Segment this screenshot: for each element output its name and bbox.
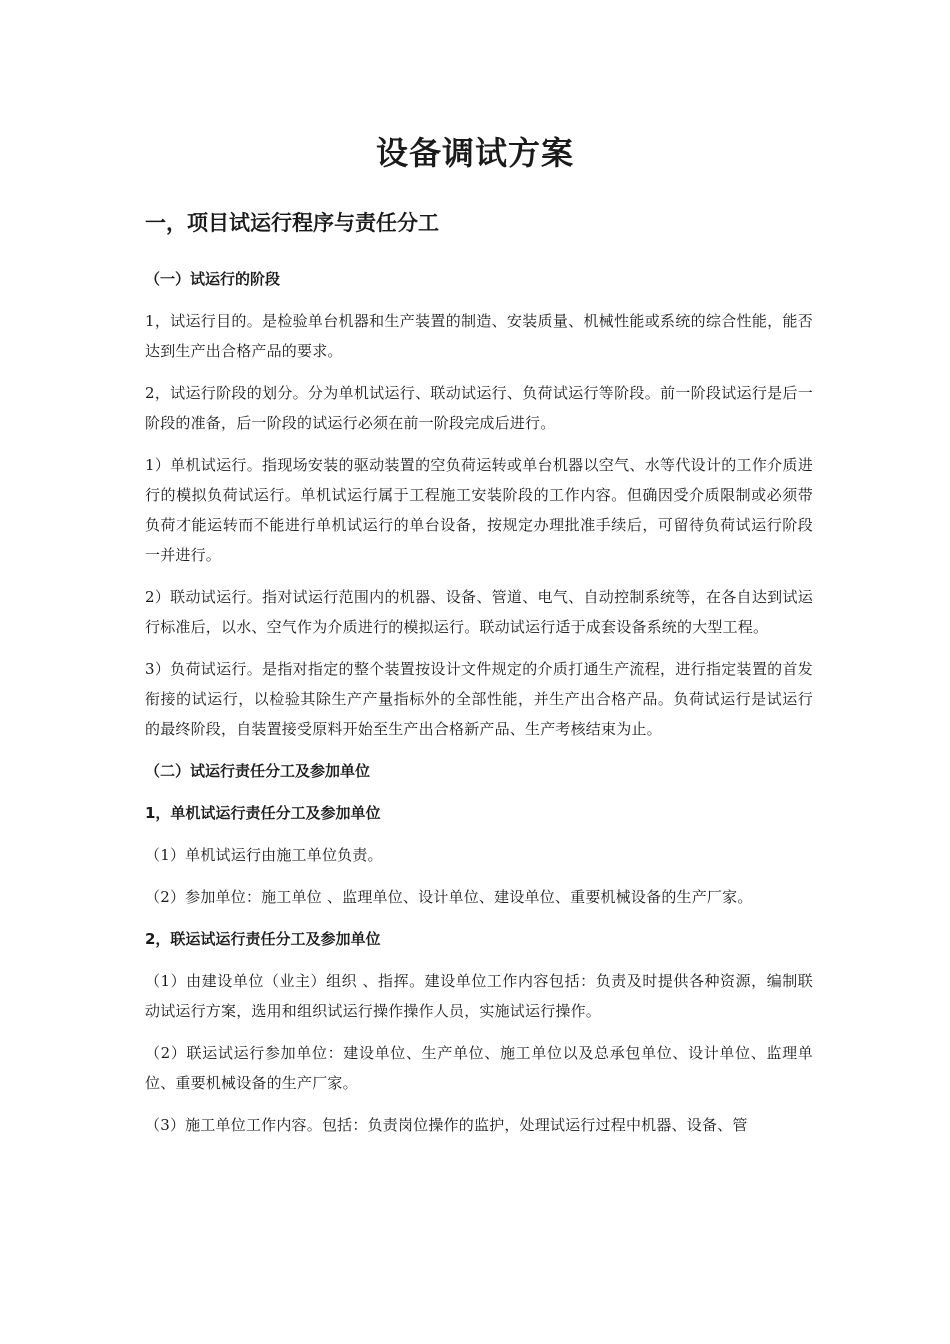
paragraph-linked-organizer: （1）由建设单位（业主）组织 、指挥。建设单位工作内容包括：负责及时提供各种资源，编制联动试运行方案，选用和组织试运行操作操作人员，实施试运行操作。: [145, 972, 813, 1020]
paragraph-single-participants: （2）参加单位：施工单位 、监理单位、设计单位、建设单位、重要机械设备的生产厂家。: [145, 888, 753, 906]
paragraph-construction-duties: （3）施工单位工作内容。包括：负责岗位操作的监护，处理试运行过程中机器、设备、管: [145, 1116, 748, 1134]
heading-single-machine-responsibility: 1，单机试运行责任分工及参加单位: [145, 804, 381, 822]
document-title: 设备调试方案: [375, 134, 574, 172]
section-heading-1: 一，项目试运行程序与责任分工: [145, 211, 439, 235]
paragraph-linked-participants: （2）联运试运行参加单位：建设单位、生产单位、施工单位以及总承包单位、设计单位、监理单位、重要机械设备的生产厂家。: [145, 1044, 813, 1092]
subsection-heading-stages: （一）试运行的阶段: [145, 270, 281, 288]
paragraph-load-run: 3）负荷试运行。是指对指定的整个装置按设计文件规定的介质打通生产流程，进行指定装置的首发衔接的试运行，以检验其除生产产量指标外的全部性能，并生产出合格产品。负荷试运行是试运行的最终阶段，自装置接受原料开始至生产出合格新产品、生产考核结束为止。: [145, 660, 813, 738]
paragraph-linked-run: 2）联动试运行。指对试运行范围内的机器、设备、管道、电气、自动控制系统等，在各自达到试运行标准后，以水、空气作为介质进行的模拟运行。联动试运行适于成套设备系统的大型工程。: [145, 588, 813, 636]
subsection-heading-responsibility: （二）试运行责任分工及参加单位: [145, 762, 371, 780]
paragraph-purpose: 1，试运行目的。是检验单台机器和生产装置的制造、安装质量、机械性能或系统的综合性能，能否达到生产出合格产品的要求。: [145, 312, 813, 360]
paragraph-stage-division: 2，试运行阶段的划分。分为单机试运行、联动试运行、负荷试运行等阶段。前一阶段试运行是后一阶段的准备，后一阶段的试运行必须在前一阶段完成后进行。: [145, 384, 813, 432]
paragraph-single-machine: 1）单机试运行。指现场安装的驱动装置的空负荷运转或单台机器以空气、水等代设计的工作介质进行的模拟负荷试运行。单机试运行属于工程施工安装阶段的工作内容。但确因受介质限制或必须带负荷才能运转而不能进行单机试运行的单台设备，按规定办理批准手续后，可留待负荷试运行阶段一并进行。: [145, 456, 813, 564]
document-body: [145, 264, 813, 1152]
heading-linked-responsibility: 2，联运试运行责任分工及参加单位: [145, 930, 381, 948]
paragraph-single-responsible: （1）单机试运行由施工单位负责。: [145, 846, 383, 864]
